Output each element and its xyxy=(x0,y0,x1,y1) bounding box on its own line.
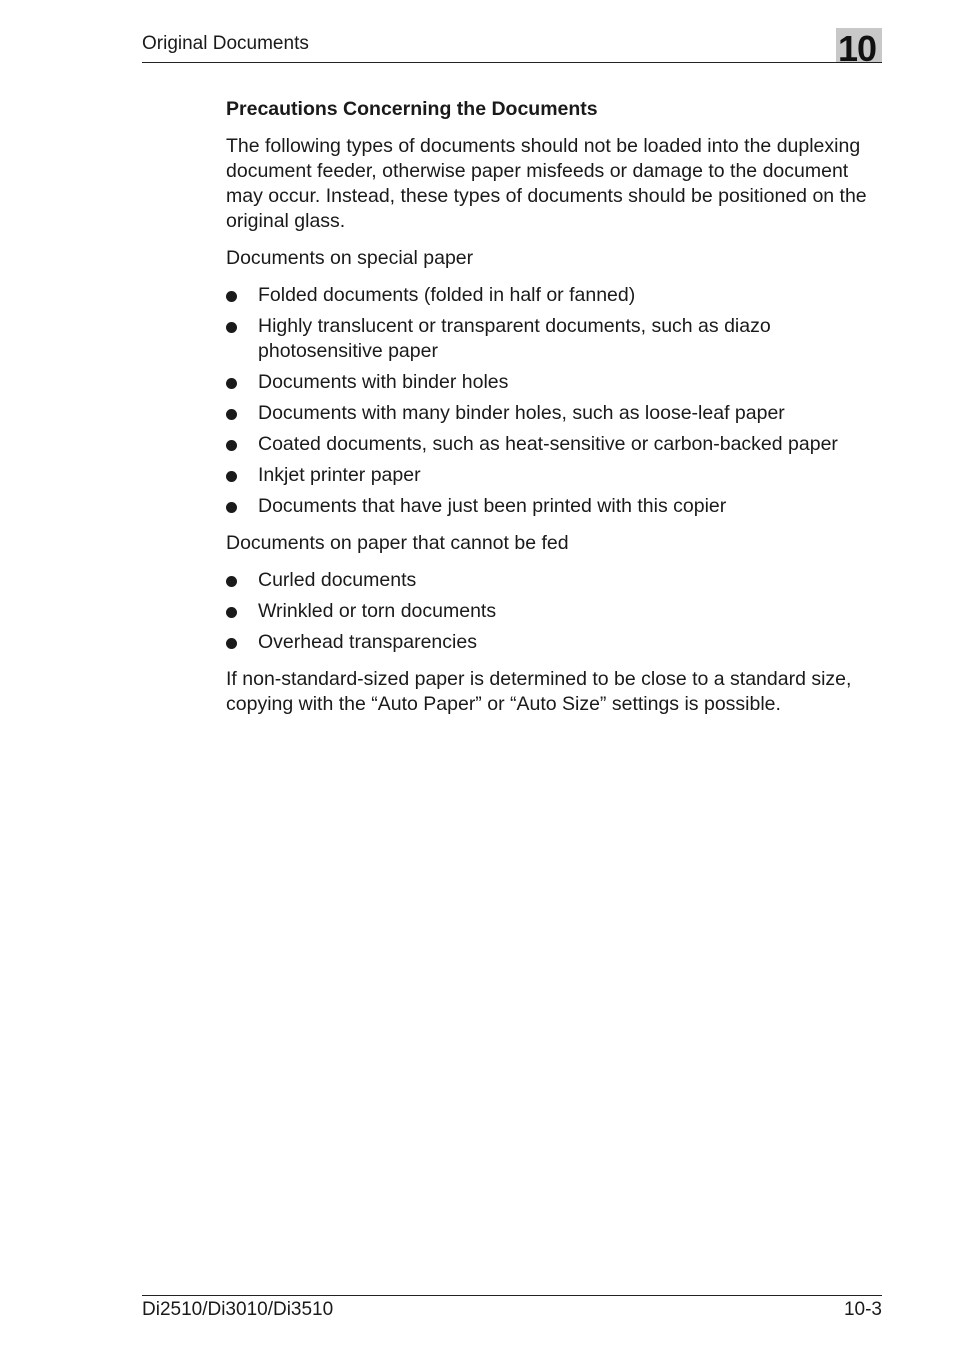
list-item-text: Documents with binder holes xyxy=(258,371,509,393)
list-item xyxy=(226,314,886,364)
list-item xyxy=(226,370,886,395)
list-item-text: Folded documents (folded in half or fanned) xyxy=(258,284,636,306)
header-rule xyxy=(142,62,882,63)
section-heading: Precautions Concerning the Documents xyxy=(226,98,598,120)
bullet-icon xyxy=(226,440,237,451)
list-item xyxy=(226,568,886,593)
list-item xyxy=(226,283,886,308)
closing-paragraph: If non-standard-sized paper is determined to be close to a standard size, copying with the “Auto Paper” or “Auto Size” settings is possible. xyxy=(226,668,852,715)
group-title-special-paper: Documents on special paper xyxy=(226,247,474,269)
chapter-number: 10 xyxy=(838,28,877,69)
page-content xyxy=(226,97,886,729)
bullet-icon xyxy=(226,576,237,587)
list-item-text: Highly translucent or transparent documents, such as diazo photosensitive paper xyxy=(258,315,771,362)
special-paper-list xyxy=(226,283,886,519)
list-item-text: Documents that have just been printed with this copier xyxy=(258,495,727,517)
list-item-text: Coated documents, such as heat-sensitive or carbon-backed paper xyxy=(258,433,838,455)
list-item-text: Curled documents xyxy=(258,569,417,591)
list-item xyxy=(226,599,886,624)
group-title-cannot-be-fed: Documents on paper that cannot be fed xyxy=(226,532,569,554)
list-item xyxy=(226,401,886,426)
list-item-text: Inkjet printer paper xyxy=(258,464,421,486)
list-item xyxy=(226,463,886,488)
bullet-icon xyxy=(226,291,237,302)
bullet-icon xyxy=(226,502,237,513)
cannot-be-fed-list xyxy=(226,568,886,655)
list-item xyxy=(226,432,886,457)
list-item-text: Wrinkled or torn documents xyxy=(258,600,497,622)
bullet-icon xyxy=(226,607,237,618)
bullet-icon xyxy=(226,471,237,482)
bullet-icon xyxy=(226,638,237,649)
list-item-text: Overhead transparencies xyxy=(258,631,477,653)
list-item-text: Documents with many binder holes, such as loose-leaf paper xyxy=(258,402,785,424)
list-item xyxy=(226,630,886,655)
running-header-title: Original Documents xyxy=(142,33,309,54)
intro-paragraph: The following types of documents should not be loaded into the duplexing document feeder, otherwise paper misfeeds or damage to the document may occur. Instead, these types of documents should be positioned on the original glass. xyxy=(226,135,867,232)
list-item xyxy=(226,494,886,519)
bullet-icon xyxy=(226,409,237,420)
bullet-icon xyxy=(226,322,237,333)
footer-rule xyxy=(142,1295,882,1296)
bullet-icon xyxy=(226,378,237,389)
footer-model: Di2510/Di3010/Di3510 xyxy=(142,1299,334,1320)
footer-page-number: 10-3 xyxy=(843,1299,882,1320)
